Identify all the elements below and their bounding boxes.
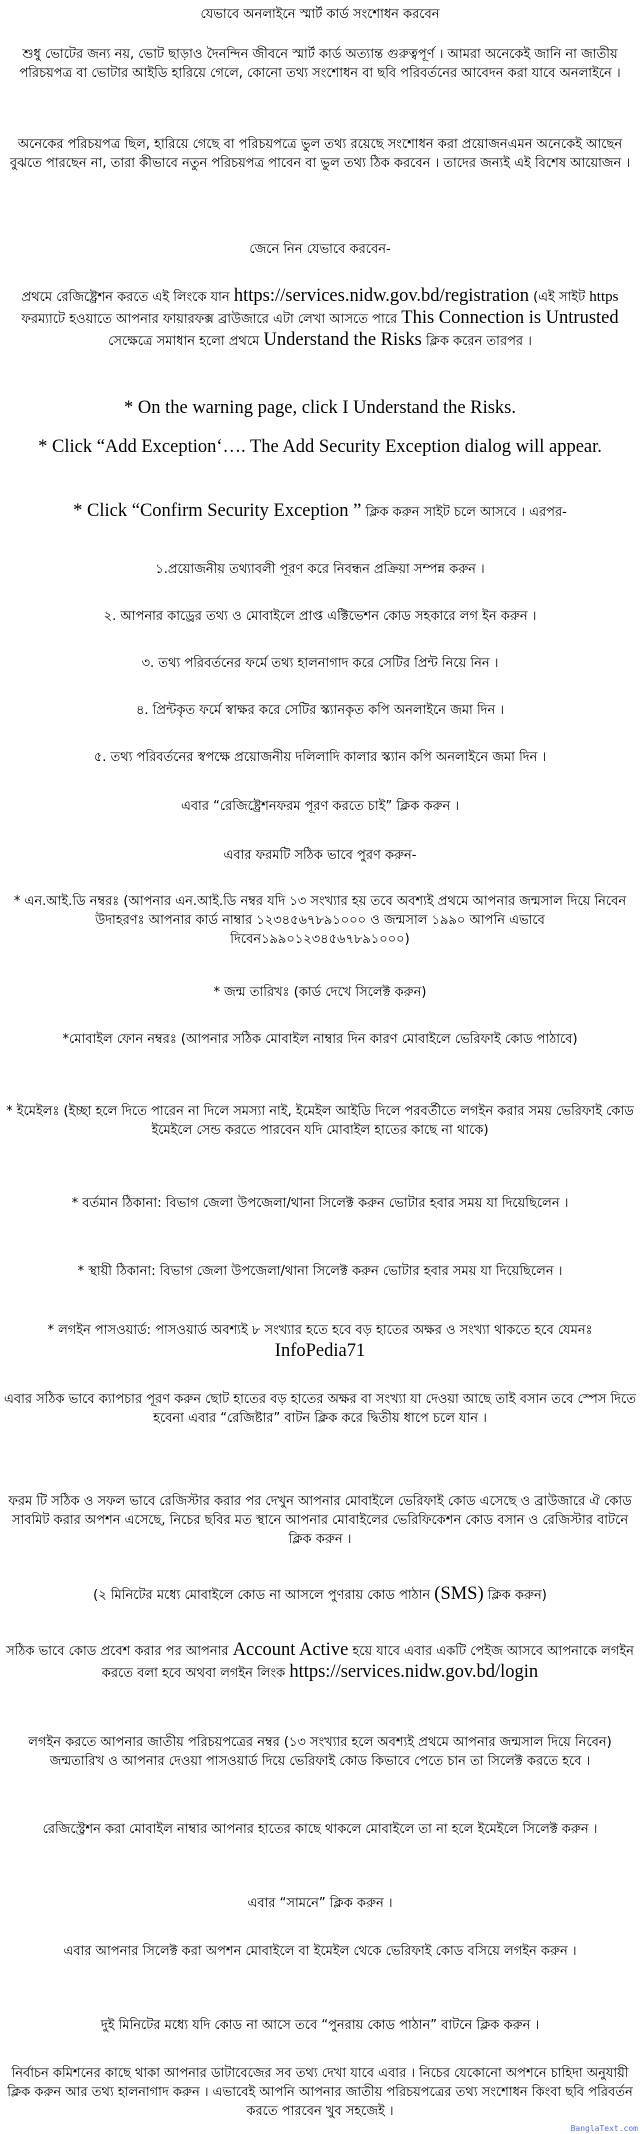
password-rule: * লগইন পাসওয়ার্ড: পাসওয়ার্ড অবশ্যই ৮ সংখ্যার হতে হবে বড় হাতের অক্ষর ও সংখ্যা থাকতে হবে যেমনঃ bbox=[47, 1323, 593, 1338]
registration-prefix: প্রথমে রেজিষ্ট্রেশন করতে এই লিংকে যান bbox=[21, 290, 230, 305]
numbered-step-1: ১.প্রয়োজনীয় তথ্যাবলী পূরণ করে নিবন্ধন প্রক্রিয়া সম্পন্ন করুন । bbox=[155, 562, 485, 577]
field-mobile: *মোবাইল ফোন নম্বরঃ (আপনার সঠিক মোবাইল নাম্বার দিন কারণ মোবাইলে ভেরিফাই কোড পাঠাবে) bbox=[62, 1032, 578, 1047]
field-email: * ইমেইলঃ (ইচ্ছা হলে দিতে পারেন না দিলে সমস্যা নাই, ইমেইল আইডি দিলে পরবর্তীতে লগইন করার সময় ভেরিফাই কোড ইমেইলে সেন্ড করতে পারবেন যদি মোবাইল হাতের কাছে না থাকে) bbox=[6, 1104, 634, 1138]
numbered-step-4: ৪. প্রিন্টকৃত ফর্মে স্বাক্ষর করে সেটির স্ক্যানকৃত কপি অনলাইনে জমা দিন । bbox=[135, 703, 505, 718]
account-active-text: Account Active bbox=[232, 1640, 349, 1660]
login-instructions: লগইন করতে আপনার জাতীয় পরিচয়পত্রের নম্বর (১৩ সংখ্যার হলে অবশ্যই প্রথমে আপনার জন্মসাল দিয়ে নিবেন) জন্মতারিখ ও আপনার দেওয়া পাসওয়ার্ড দিয়ে ভেরিফাই কোড কিভাবে পেতে চান তা সিলেক্ট করতে হবে । bbox=[28, 1735, 612, 1769]
field-nid: * এন.আই.ডি নম্বরঃ (আপনার এন.আই.ডি নম্বর যদি ১৩ সংখ্যার হয় তবে অবশ্যই প্রথমে আপনার জন্মসাল দিয়ে নিবেন উদাহরণঃ আপনার কার্ড নাম্বার ১২৩৪৫৬৭৮৯১০০০ ও জন্মসাল ১৯৯০ আপনি এভাবে দিবেন১৯৯০১২৩৪৫৬৭৮৯১০০০) bbox=[13, 894, 627, 947]
field-password bbox=[4, 1320, 636, 1363]
login-link[interactable]: https://services.nidw.gov.bd/login bbox=[289, 1662, 539, 1682]
conclusion-paragraph: নির্বাচন কমিশনের কাছে থাকা আপনার ডাটাবেজের সব তথ্য দেখা যাবে এবার । নিচের যেকোনো অপশনে চাহিদা অনুযায়ী ক্লিক করুন আর তথ্য হালনাগাদ করুন । এভাবেই আপনি আপনার জাতীয় পরিচয়পত্রের তথ্য সংশোধন কিংবা ছবি পরিবর্তন করতে পারবেন খুব সহজেই । bbox=[7, 2066, 633, 2119]
resend-note bbox=[4, 1583, 636, 1607]
numbered-step-2: ২. আপনার কাড্রের তথ্য ও মোবাইলে প্রাপ্ত এক্টিভেশন কোড সহকারে লগ ইন করুন । bbox=[103, 609, 537, 624]
fill-form-heading: এবার ফরমটি সঠিক ভাবে পুরণ করুন- bbox=[223, 848, 417, 863]
click-next-instruction: এবার “সামনে” ক্লিক করুন । bbox=[247, 1896, 393, 1911]
note-mid: ফরম্যাটে হওয়াতে আপনার ফায়ারফক্স ব্রাউজারে এটা লেখা আসতে পারে bbox=[21, 312, 398, 327]
account-active-prefix: সঠিক ভাবে কোড প্রবেশ করার পর আপনার bbox=[6, 1644, 229, 1659]
account-active-paragraph bbox=[4, 1640, 636, 1684]
confirm-step-en: * Click “Confirm Security Exception ” bbox=[73, 501, 362, 521]
warning-step-2: * Click “Add Exception‘…. The Add Security Exception dialog will appear. bbox=[38, 437, 602, 457]
intro-paragraph-2: অনেকের পরিচয়পত্র ছিল, হারিয়ে গেছে বা পরিচয়পত্রে ভুল তথ্য রয়েছে সংশোধন করা প্রয়োজনএমন অনেকেই আছেন বুঝতে পারছেন না, তারা কীভাবে নতুন পরিচয়পত্র পাবেন বা ভুল তথ্য ঠিক করবেন । তাদের জন্যই এই বিশেষ আয়োজন । bbox=[9, 137, 631, 171]
untrusted-text: This Connection is Untrusted bbox=[401, 308, 619, 328]
mobile-or-email-instructions: রেজিস্ট্রেশন করা মোবাইল নাম্বার আপনার হাতের কাছে থাকলে মোবাইলে তা না হলে ইমেইলে সিলেক্ট করুন । bbox=[42, 1822, 598, 1837]
resend-prefix: (২ মিনিটের মধ্যে মোবাইলে কোড না আসলে পুণরায় কোড পাঠান bbox=[93, 1588, 431, 1603]
resend-suffix: ক্লিক করুন) bbox=[487, 1588, 547, 1603]
registration-link[interactable]: https://services.nidw.gov.bd/registration bbox=[233, 286, 529, 306]
sms-text: (SMS) bbox=[434, 1584, 484, 1604]
understand-risks-text: Understand the Risks bbox=[263, 330, 422, 350]
watermark: BanglaText.com bbox=[570, 2124, 638, 2133]
field-permanent-address: * স্থায়ী ঠিকানা: বিভাগ জেলা উপজেলা/থানা সিলেক্ট করুন ভোটার হবার সময় যা দিয়েছিলেন । bbox=[77, 1264, 563, 1279]
account-active-mid: হয়ে যাবে এবার একটি পেইজ আসবে আপনাকে লগইন করতে বলা হবে অথবা লগইন লিংক bbox=[101, 1644, 634, 1681]
field-present-address: * বর্তমান ঠিকানা: বিভাগ জেলা উপজেলা/থানা সিলেক্ট করুন ভোটার হবার সময় যা দিয়েছিলেন । bbox=[71, 1196, 569, 1211]
click-registration-form: এবার “রেজিষ্ট্রেশনফরম পূরণ করতে চাই” ক্লিক করুন । bbox=[180, 799, 460, 814]
field-dob: * জন্ম তারিখঃ (কার্ড দেখে সিলেক্ট করুন) bbox=[213, 985, 427, 1000]
numbered-step-5: ৫. তথ্য পরিবর্তনের স্বপক্ষে প্রয়োজনীয় দলিলাদি কালার স্ক্যান কপি অনলাইনে জমা দিন । bbox=[93, 750, 547, 765]
confirm-step bbox=[4, 500, 636, 524]
note-open: (এই সাইট bbox=[533, 290, 586, 305]
password-example: InfoPedia71 bbox=[274, 1341, 366, 1361]
intro-paragraph: শুধু ভোটের জন্য নয়, ভোট ছাড়াও দৈনন্দিন জীবনে স্মার্ট কার্ড অত্যান্ত গুরুত্বপূর্ণ । আমরা অনেকেই জানি না জাতীয় পরিচয়পত্র বা ভোটার আইডি হারিয়ে গেলে, কোনো তথ্য সংশোধন বা ছবি পরিবর্তনের আবেদন করা যাবে অনলাইনে । bbox=[19, 47, 621, 81]
https-word: https bbox=[589, 289, 619, 305]
note-mid-2: সেক্ষেত্রে সমাধান হলো প্রথমে bbox=[108, 334, 260, 349]
note-end: ক্লিক করেন তারপর । bbox=[425, 334, 532, 349]
captcha-instructions: এবার সঠিক ভাবে ক্যাপচার পূরণ করুন ছোট হাতের বড় হাতের অক্ষর বা সংখ্যা যা দেওয়া আছে তাই বসান তবে স্পেস দিতে হবেনা এবার “রেজিষ্টার” বাটন ক্লিক করে দ্বিতীয় ধাপে চলে যান । bbox=[4, 1392, 636, 1426]
registration-paragraph bbox=[4, 286, 636, 352]
numbered-step-3: ৩. তথ্য পরিবর্তনের ফর্মে তথ্য হালনাগাদ করে সেটির প্রিন্ট নিয়ে নিন । bbox=[141, 656, 499, 671]
page-title: যেভাবে অনলাইনে স্মার্ট কার্ড সংশোধন করবেন bbox=[200, 7, 440, 22]
how-to-heading: জেনে নিন যেভাবে করবেন- bbox=[249, 242, 391, 257]
enter-code-instruction: এবার আপনার সিলেক্ট করা অপশন মোবাইলে বা ইমেইল থেকে ভেরিফাই কোড বসিয়ে লগইন করুন । bbox=[63, 1944, 577, 1959]
confirm-step-bn: ক্লিক করুন সাইট চলে আসবে । এরপর- bbox=[365, 505, 567, 520]
resend-button-note: দুই মিনিটের মধ্যে যদি কোড না আসে তবে “পুনরায় কোড পাঠান” বাটনে ক্লিক করুন । bbox=[100, 2018, 540, 2033]
verify-code-instructions: ফরম টি সঠিক ও সফল ভাবে রেজিস্টার করার পর দেখুন আপনার মোবাইলে ভেরিফাই কোড এসেছে ও ব্রাউজারে ঐ কোড সাবমিট করার অপশন এসেছে, নিচের ছবির মত স্থানে আপনার মোবাইলের ভেরিফিকেশন কোড বসান ও রেজিস্টার বাটনে ক্লিক করুন । bbox=[8, 1494, 632, 1547]
warning-step-1: * On the warning page, click I Understand the Risks. bbox=[123, 398, 516, 418]
